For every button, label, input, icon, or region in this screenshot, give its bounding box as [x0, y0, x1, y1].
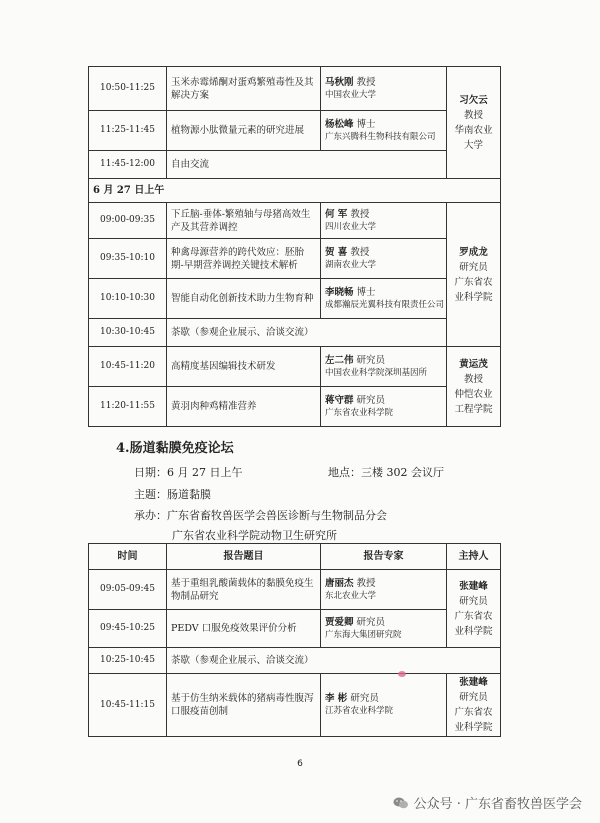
time-cell: 10:25-10:45	[89, 648, 167, 674]
speaker-cell	[321, 67, 447, 111]
speaker-name: 唐丽杰	[325, 577, 354, 589]
watermark-text: 公众号 · 广东省畜牧兽医学会	[413, 797, 582, 812]
topic-cell: 自由交流	[167, 151, 447, 179]
speaker-title: 研究员	[356, 354, 386, 366]
time-cell: 10:50-11:25	[89, 67, 167, 111]
time-cell: 09:35-10:10	[89, 239, 167, 279]
speaker-name: 贾爱卿	[325, 616, 354, 628]
speaker-title: 博士	[356, 118, 376, 130]
host-name: 张建峰	[459, 677, 488, 688]
table-row	[89, 648, 501, 674]
speaker-name: 左二伟	[325, 354, 354, 366]
table-row	[89, 570, 501, 610]
host-title: 研究员	[459, 595, 488, 607]
table-row	[89, 347, 501, 387]
speaker-name: 李 彬	[325, 693, 348, 704]
table-row	[89, 151, 501, 179]
page-number: 6	[297, 759, 303, 769]
host-affiliation: 广东省农	[454, 610, 493, 622]
time-cell: 10:45-11:15	[89, 674, 167, 737]
host-title: 教授	[463, 373, 483, 385]
time-cell: 10:30-10:45	[89, 319, 167, 347]
time-cell: 09:45-10:25	[89, 610, 167, 648]
speaker-affiliation: 东北农业大学	[325, 590, 377, 601]
speaker-affiliation: 湖南农业大学	[325, 259, 377, 270]
host-cell	[447, 674, 501, 737]
speaker-affiliation: 成都瀚辰光翼科技有限责任公司	[325, 299, 445, 310]
table-row	[89, 67, 501, 111]
host-cell	[447, 570, 501, 648]
speaker-title: 博士	[356, 286, 376, 298]
speaker-cell	[321, 570, 447, 610]
host-affiliation: 大学	[463, 139, 483, 151]
host-affiliation: 广东省农	[454, 276, 493, 288]
forum-date: 日期：6 月 27 日上午	[134, 466, 243, 479]
table-row	[89, 319, 501, 347]
topic-cell: 智能自动化创新技术助力生物育种	[167, 279, 321, 319]
speaker-cell	[321, 279, 447, 319]
forum-organizer: 承办：广东省畜牧兽医学会兽医诊断与生物制品分会	[134, 509, 387, 522]
speaker-affiliation: 四川农业大学	[325, 221, 377, 232]
speaker-title: 教授	[350, 246, 370, 258]
topic-cell: 高精度基因编辑技术研发	[167, 347, 321, 387]
speaker-title: 教授	[350, 208, 370, 220]
speaker-affiliation: 中国农业大学	[325, 89, 377, 100]
speaker-name: 何 军	[325, 208, 348, 220]
column-header: 报告题目	[167, 544, 321, 570]
table-row	[89, 239, 501, 279]
day-row	[89, 179, 501, 203]
time-cell: 10:10-10:30	[89, 279, 167, 319]
speaker-cell	[321, 674, 447, 737]
table-row	[89, 674, 501, 737]
host-cell	[447, 203, 501, 347]
speaker-name: 蒋守群	[325, 394, 354, 406]
column-header: 主持人	[447, 544, 501, 570]
table-row	[89, 279, 501, 319]
day-label: 6 月 27 日上午	[89, 179, 501, 203]
host-name: 黄运茂	[459, 358, 488, 370]
table-row	[89, 610, 501, 648]
forum-organizer-2: 广东省农业科学院动物卫生研究所	[172, 529, 337, 542]
speaker-title: 教授	[356, 76, 376, 88]
table-row	[89, 203, 501, 239]
schedule-table-1	[88, 66, 501, 427]
host-cell	[447, 347, 501, 427]
time-cell: 11:25-11:45	[89, 111, 167, 151]
speaker-cell	[321, 610, 447, 648]
topic-cell: 基于重组乳酸菌载体的黏膜免疫生物制品研究	[167, 570, 321, 610]
ink-mark	[398, 671, 406, 677]
table-header-row	[89, 544, 501, 570]
column-header: 报告专家	[321, 544, 447, 570]
time-cell: 09:00-09:35	[89, 203, 167, 239]
topic-cell: 基于仿生纳米载体的猪病毒性腹泻口服疫苗创制	[167, 674, 321, 737]
host-affiliation: 仲恺农业	[454, 388, 493, 400]
topic-cell: 茶歇（参观企业展示、洽谈交流）	[167, 319, 447, 347]
forum-location: 地点：三楼 302 会议厅	[328, 466, 444, 479]
host-affiliation: 业科学院	[454, 722, 493, 733]
host-name: 张建峰	[459, 580, 488, 592]
speaker-title: 教授	[356, 577, 376, 589]
host-name: 习欠云	[459, 94, 488, 106]
speaker-affiliation: 江苏省农业科学院	[325, 706, 394, 716]
speaker-cell	[321, 111, 447, 151]
forum-title: 4.肠道黏膜免疫论坛	[116, 441, 234, 456]
topic-cell: 玉米赤霉烯酮对蛋鸡繁殖毒性及其解决方案	[167, 67, 321, 111]
wechat-icon	[393, 796, 409, 810]
speaker-name: 贺 喜	[325, 246, 348, 258]
host-title: 教授	[463, 109, 483, 121]
speaker-cell	[321, 387, 447, 427]
speaker-name: 马秋刚	[325, 76, 354, 88]
watermark	[393, 793, 582, 812]
speaker-title: 研究员	[356, 616, 386, 628]
speaker-cell	[321, 239, 447, 279]
table-row	[89, 387, 501, 427]
topic-cell: 黄羽肉种鸡精准营养	[167, 387, 321, 427]
host-affiliation: 华南农业	[454, 124, 493, 136]
host-title: 研究员	[459, 261, 488, 273]
forum-theme: 主题：肠道黏膜	[134, 488, 211, 501]
time-cell: 10:45-11:20	[89, 347, 167, 387]
topic-cell: PEDV 口服免疫效果评价分析	[167, 610, 321, 648]
topic-cell: 植物源小肽微量元素的研究进展	[167, 111, 321, 151]
time-cell: 11:45-12:00	[89, 151, 167, 179]
time-cell: 09:05-09:45	[89, 570, 167, 610]
host-cell	[447, 67, 501, 179]
speaker-name: 李晓畅	[325, 286, 354, 298]
speaker-name: 杨松峰	[325, 118, 354, 130]
host-title: 研究员	[459, 692, 488, 703]
host-name: 罗成龙	[459, 246, 488, 258]
host-affiliation: 广东省农	[454, 707, 493, 718]
schedule-table-2	[88, 543, 501, 737]
topic-cell: 下丘脑-垂体-繁殖轴与母猪高效生产及其营养调控	[167, 203, 321, 239]
speaker-affiliation: 中国农业科学院深圳基因所	[325, 367, 428, 378]
speaker-affiliation: 广东省农业科学院	[325, 407, 394, 418]
topic-cell: 种禽母源营养的跨代效应：胚胎期-早期营养调控关键技术解析	[167, 239, 321, 279]
host-affiliation: 业科学院	[454, 291, 493, 303]
speaker-affiliation: 广东兴腾科生物科技有限公司	[325, 131, 436, 142]
column-header: 时间	[89, 544, 167, 570]
speaker-cell	[321, 347, 447, 387]
speaker-affiliation: 广东海大集团研究院	[325, 629, 402, 640]
speaker-cell	[321, 203, 447, 239]
speaker-title: 研究员	[350, 693, 379, 704]
table-row	[89, 111, 501, 151]
host-affiliation: 业科学院	[454, 625, 493, 637]
speaker-title: 研究员	[356, 394, 386, 406]
time-cell: 11:20-11:55	[89, 387, 167, 427]
host-affiliation: 工程学院	[454, 403, 493, 415]
topic-cell: 茶歇（参观企业展示、洽谈交流）	[167, 648, 501, 674]
